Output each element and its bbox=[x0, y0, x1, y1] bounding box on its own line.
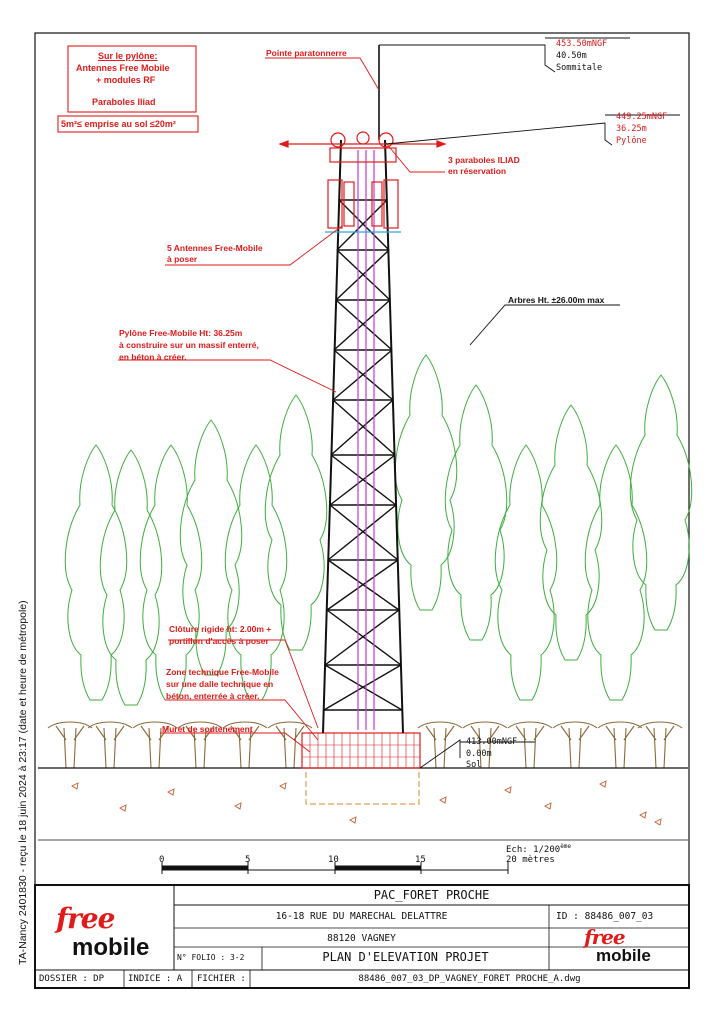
zone-label-1: Zone technique Free-Mobile bbox=[166, 667, 279, 677]
logo-mobile-text-small: mobile bbox=[596, 946, 651, 965]
dossier: DOSSIER : DP bbox=[39, 974, 105, 984]
sommet-ngf: 453.50mNGF bbox=[556, 39, 608, 49]
pylone-ngf: 449.25mNGF bbox=[616, 112, 668, 122]
cloture-label-2: portillon d'accès à poser bbox=[169, 636, 269, 646]
ground bbox=[38, 768, 688, 840]
pylone-level-label: Pylône bbox=[616, 136, 647, 146]
legend-line3: Paraboles Iliad bbox=[92, 97, 156, 107]
legend-emprise: 5m²≤ emprise au sol ≤20m² bbox=[61, 119, 176, 129]
scale-tick-15: 15 bbox=[415, 855, 426, 865]
sol-ngf: 413.00mNGF bbox=[466, 737, 518, 747]
address: 16-18 RUE DU MARECHAL DELATTRE bbox=[275, 911, 448, 922]
sol-label: Sol bbox=[466, 760, 482, 770]
zone-label-2: sur une dalle technique en bbox=[166, 679, 274, 689]
scale-tick-20: 20 mètres bbox=[506, 855, 555, 865]
paraboles-label-1: 3 paraboles ILIAD bbox=[448, 155, 520, 165]
pylone-height: 36.25m bbox=[616, 124, 647, 134]
document-id: ID : 88486_007_03 bbox=[556, 911, 654, 922]
receipt-stamp: TA-Nancy 2401830 - reçu le 18 juin 2024 à 23:17 (date et heure de métropole) bbox=[17, 600, 29, 965]
scale-tick-0: 0 bbox=[159, 855, 165, 865]
indice: INDICE : A bbox=[128, 974, 183, 984]
sol-height: 0.00m bbox=[466, 749, 492, 759]
arbres-label: Arbres Ht. ±26.00m max bbox=[508, 295, 605, 305]
legend-line2: + modules RF bbox=[96, 75, 156, 85]
cloture-label-1: Clôture rigide ht: 2.00m + bbox=[169, 624, 272, 634]
legend-line1: Antennes Free Mobile bbox=[76, 63, 170, 73]
sommet-label: Sommitale bbox=[556, 63, 603, 73]
free-mobile-logo-left bbox=[50, 902, 165, 966]
muret-label: Muret de soutènement bbox=[162, 724, 253, 734]
pylone-label-3: en béton à créer. bbox=[119, 352, 187, 362]
city: 88120 VAGNEY bbox=[327, 933, 396, 944]
logo-free-text-small: free bbox=[584, 925, 625, 949]
technical-zone bbox=[302, 733, 420, 804]
logo-free-text: free bbox=[56, 902, 115, 935]
project-name: PAC_FORET PROCHE bbox=[373, 888, 490, 902]
file-name: 88486_007_03_DP_VAGNEY_FORET PROCHE_A.dwg bbox=[358, 974, 581, 984]
antenna-head bbox=[280, 132, 445, 232]
pylone-label-1: Pylône Free-Mobile Ht: 36.25m bbox=[119, 328, 243, 338]
paraboles-label-2: en réservation bbox=[448, 166, 507, 176]
pylone-label-2: à construire sur un massif enterré, bbox=[119, 340, 259, 350]
scale-ech-sup: ème bbox=[560, 843, 572, 850]
scale-tick-5: 5 bbox=[245, 855, 251, 865]
folio: N° FOLIO : 3-2 bbox=[177, 953, 245, 962]
sommet-height: 40.50m bbox=[556, 51, 587, 61]
scale-tick-10: 10 bbox=[328, 855, 339, 865]
antennes-label-2: à poser bbox=[167, 254, 198, 264]
logo-mobile-text: mobile bbox=[72, 934, 150, 961]
scale-ech: Ech: 1/200ème bbox=[506, 843, 572, 855]
plan-title: PLAN D'ELEVATION PROJET bbox=[322, 950, 489, 964]
free-mobile-logo-right bbox=[582, 925, 682, 968]
antennes-label-1: 5 Antennes Free-Mobile bbox=[167, 243, 263, 253]
tree-line bbox=[48, 355, 692, 768]
zone-label-3: béton, enterrée à créer. bbox=[166, 691, 260, 701]
pointe-label: Pointe paratonnerre bbox=[266, 48, 347, 58]
legend-title: Sur le pylône: bbox=[98, 51, 158, 61]
fichier-label: FICHIER : bbox=[197, 974, 246, 984]
